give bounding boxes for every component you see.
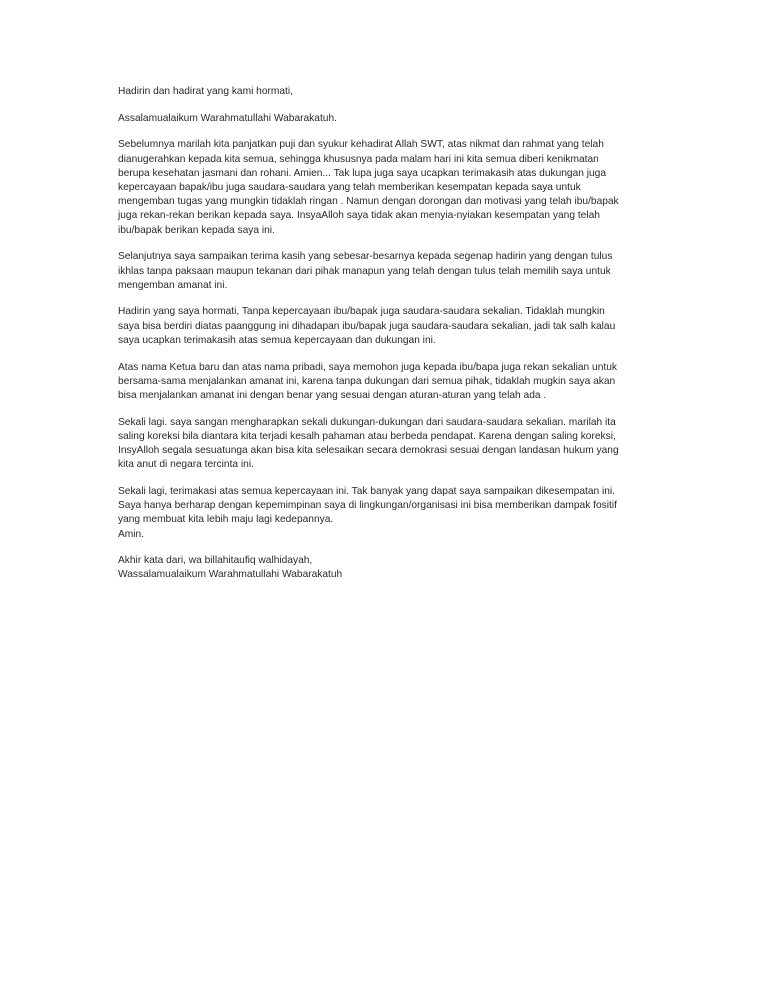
text-line: dianugerahkan kepada kita semua, sehingga khususnya pada malam hari ini kita semua diberi kenikmatan <box>118 153 599 165</box>
closing-salam-paragraph <box>118 554 648 582</box>
text-line: InsyAlloh segala sesuatunga akan bisa kita selesaikan secara demokrasi sesuai dengan landasan hukum yang <box>118 445 619 457</box>
trust-paragraph <box>118 305 648 348</box>
support-paragraph <box>118 416 648 473</box>
text-line: ikhlas tanpa paksaan maupun tekanan dari pihak manapun yang telah dengan tulus telah memilih saya untuk <box>118 265 611 277</box>
text-line: Hadirin yang saya hormati, Tanpa kepercayaan ibu/bapak juga saudara-saudara sekalian. Tidaklah mungkin <box>118 306 605 318</box>
document-body <box>118 85 648 595</box>
text-line: bisa menjalankan amanat ini dengan benar yang sesuai dengan aturan-aturan yang telah ada . <box>118 389 547 401</box>
text-line: Saya hanya berharap dengan kepemimpinan saya di lingkungan/organisasi ini bisa memberikan dampak fositif <box>118 500 617 512</box>
text-line: saya ucapkan terimakasih atas semua kepercayaan dan dukungan ini. <box>118 334 436 346</box>
text-line: Amin. <box>118 528 145 540</box>
text-line: Sebelumnya marilah kita panjatkan puji dan syukur kehadirat Allah SWT, atas nikmat dan rahmat yang telah <box>118 139 604 151</box>
thanks-paragraph <box>118 250 648 293</box>
text-line: Akhir kata dari, wa billahitaufiq walhidayah, <box>118 555 313 567</box>
text-line: berupa kesehatan jasmani dan rohani. Amien... Tak lupa juga saya ucapkan terimakasih atas dukungan juga <box>118 167 606 179</box>
text-line: juga rekan-rekan berikan kepada saya. InsyaAlloh saya tidak akan menyia-nyiakan kesempatan yang telah <box>118 210 600 222</box>
text-line: saling koreksi bila diantara kita terjadi kesalh pahaman atau berbeda pendapat. Karena dengan saling koreksi, <box>118 430 616 442</box>
text-line: Selanjutnya saya sampaikan terima kasih yang sebesar-besarnya kepada segenap hadirin yang dengan tulus <box>118 251 613 263</box>
text-line: Hadirin dan hadirat yang kami hormati, <box>118 86 293 97</box>
opening-paragraph <box>118 138 648 237</box>
text-line: mengemban amanat ini. <box>118 279 228 291</box>
text-line: yang membuat kita lebih maju lagi kedepannya. <box>118 514 334 526</box>
salam-paragraph <box>118 112 648 126</box>
greeting-paragraph <box>118 85 648 99</box>
text-line: Atas nama Ketua baru dan atas nama pribadi, saya memohon juga kepada ibu/bapa juga rekan sekalian untuk <box>118 361 617 373</box>
text-line: mengemban tugas yang mungkin tidaklah ringan . Namun dengan dorongan dan motivasi yang telah ibu/bapak <box>118 196 619 208</box>
text-line: Assalamualaikum Warahmatullahi Wabarakatuh. <box>118 112 337 124</box>
request-paragraph <box>118 361 648 404</box>
text-line: kita anut di negara tercinta ini. <box>118 459 254 471</box>
text-line: kepercayaan bapak/ibu juga saudara-saudara yang telah memberikan kesempatan kepada saya untuk <box>118 182 581 194</box>
text-line: Sekali lagi, terimakasi atas semua kepercayaan ini. Tak banyak yang dapat saya sampaikan dikesempatan ini. <box>118 485 616 497</box>
closing-thanks-paragraph <box>118 485 648 542</box>
text-line: bersama-sama menjalankan amanat ini, karena tanpa dukungan dari semua pihak, tidaklah mugkin saya akan <box>118 375 616 387</box>
text-line: Sekali lagi. saya sangan mengharapkan sekali dukungan-dukungan dari saudara-saudara sekalian. marilah ita <box>118 416 616 428</box>
text-line: Wassalamualaikum Warahmatullahi Wabarakatuh <box>118 569 343 581</box>
text-line: saya bisa berdiri diatas paanggung ini dihadapan ibu/bapak juga saudara-saudara sekalian, jadi tak salh kalau <box>118 320 616 332</box>
text-line: ibu/bapak berikan kepada saya ini. <box>118 224 275 236</box>
